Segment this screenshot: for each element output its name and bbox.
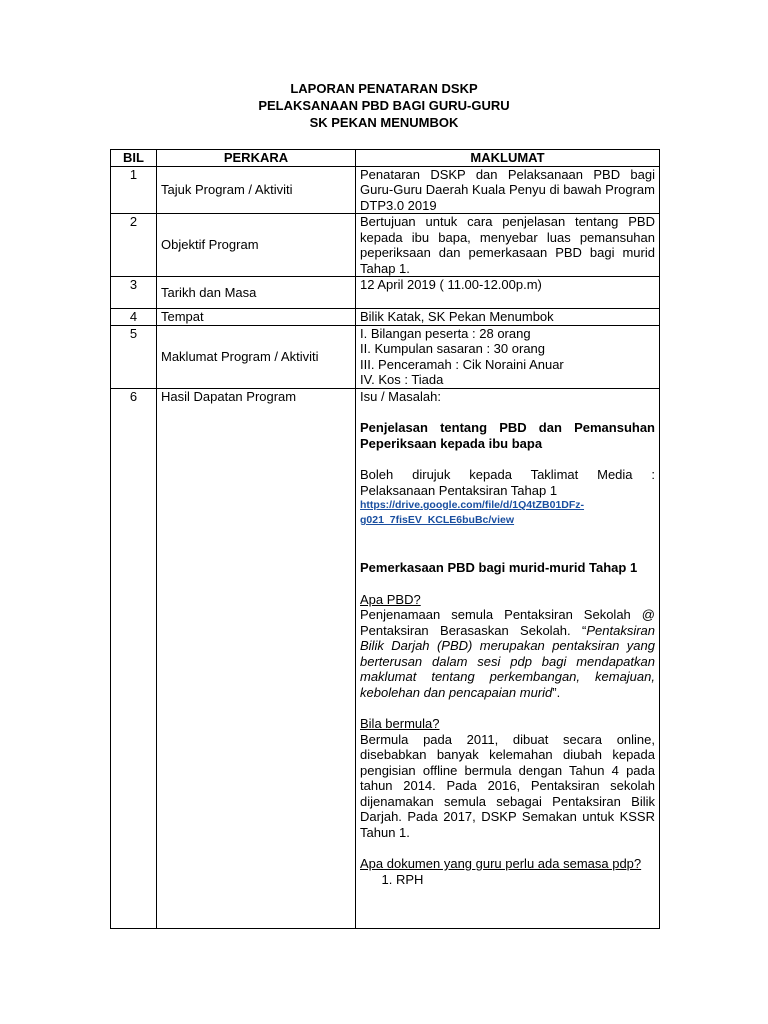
row-maklumat: Bilik Katak, SK Pekan Menumbok bbox=[356, 309, 660, 326]
row-maklumat-findings bbox=[356, 388, 660, 928]
report-title-line1: LAPORAN PENATARAN DSKP bbox=[290, 81, 478, 96]
answer-when-start: Bermula pada 2011, dibuat secara online, disebabkan banyak kelemahan diubah kepada pengisian offline bermula dengan Tahun 4 pada tahun 2014. Pada 2016, Pentaksiran sekolah dijenamakan semula sebagai Pentaksiran Bilik Darjah. Pada 2017, DSKP Semakan untuk KSSR Tahun 1. bbox=[360, 731, 655, 840]
row-maklumat: Bertujuan untuk cara penjelasan tentang PBD kepada ibu bapa, menyebar luas pemansuhan peperiksaan dan pemerkasaan PBD bagi murid Tahap 1. bbox=[356, 214, 660, 277]
table-row bbox=[111, 277, 660, 309]
table-row bbox=[111, 388, 660, 928]
info-line: III. Penceramah : Cik Noraini Anuar bbox=[360, 356, 564, 372]
row-number: 4 bbox=[111, 309, 157, 326]
section-heading-2: Pemerkasaan PBD bagi murid-murid Tahap 1 bbox=[360, 560, 638, 575]
row-number: 1 bbox=[111, 166, 157, 214]
row-perkara: Tajuk Program / Aktiviti bbox=[157, 166, 356, 214]
question-when-start: Bila bermula? bbox=[360, 716, 440, 731]
row-maklumat: Penataran DSKP dan Pelaksanaan PBD bagi Guru-Guru Daerah Kuala Penyu di bawah Program DTP3.0 2019 bbox=[356, 166, 660, 214]
table-row bbox=[111, 309, 660, 326]
table-row bbox=[111, 166, 660, 214]
drive-link-cont[interactable]: g021_7fisEV_KCLE6buBc/view bbox=[360, 514, 515, 526]
table-row bbox=[111, 325, 660, 388]
report-title-line2: PELAKSANAAN PBD BAGI GURU-GURU bbox=[258, 98, 510, 113]
row-number: 2 bbox=[111, 214, 157, 277]
list-item: 1. RPH bbox=[396, 872, 655, 888]
row-number: 3 bbox=[111, 277, 157, 309]
row-number: 6 bbox=[111, 388, 157, 928]
info-line: II. Kumpulan sasaran : 30 orang bbox=[360, 341, 546, 356]
row-maklumat bbox=[356, 325, 660, 388]
header-perkara: PERKARA bbox=[157, 150, 356, 167]
answer-text: Penjenamaan semula Pentaksiran Sekolah @ Pentaksiran Berasaskan Sekolah. “ bbox=[360, 607, 655, 638]
info-line: I. Bilangan peserta : 28 orang bbox=[360, 325, 531, 341]
row-perkara: Hasil Dapatan Program bbox=[157, 388, 356, 928]
header-bil: BIL bbox=[111, 150, 157, 167]
question-documents: Apa dokumen yang guru perlu ada semasa pdp? bbox=[360, 856, 642, 871]
row-perkara: Maklumat Program / Aktiviti bbox=[157, 325, 356, 388]
document-list bbox=[360, 872, 655, 888]
table-header-row bbox=[111, 150, 660, 167]
row-perkara: Tarikh dan Masa bbox=[157, 277, 356, 309]
table-row bbox=[111, 214, 660, 277]
info-line: IV. Kos : Tiada bbox=[360, 372, 444, 387]
reference-text: Boleh dirujuk kepada Taklimat Media : Pelaksanaan Pentaksiran Tahap 1 bbox=[360, 467, 655, 498]
question-what-pbd: Apa PBD? bbox=[360, 591, 421, 607]
answer-italic: Pentaksiran Bilik Darjah (PBD) merupakan pentaksiran yang berterusan dalam sesi pdp bagi mendapatkan maklumat tentang perkembangan, kemajuan, kebolehan dan pencapaian murid bbox=[360, 622, 655, 700]
issue-label: Isu / Masalah: bbox=[360, 388, 441, 404]
row-perkara: Objektif Program bbox=[157, 214, 356, 277]
row-maklumat: 12 April 2019 ( 11.00-12.00p.m) bbox=[356, 277, 660, 309]
report-title-line3: SK PEKAN MENUMBOK bbox=[309, 115, 459, 130]
row-perkara: Tempat bbox=[157, 309, 356, 326]
row-number: 5 bbox=[111, 325, 157, 388]
section-heading-1: Penjelasan tentang PBD dan Pemansuhan Peperiksaan kepada ibu bapa bbox=[360, 420, 655, 451]
drive-link[interactable]: https://drive.google.com/file/d/1Q4tZB01DFz- bbox=[360, 499, 585, 511]
header-maklumat: MAKLUMAT bbox=[356, 150, 660, 167]
report-table bbox=[110, 149, 660, 929]
answer-what-pbd bbox=[360, 607, 655, 700]
answer-end: ”. bbox=[552, 684, 561, 700]
